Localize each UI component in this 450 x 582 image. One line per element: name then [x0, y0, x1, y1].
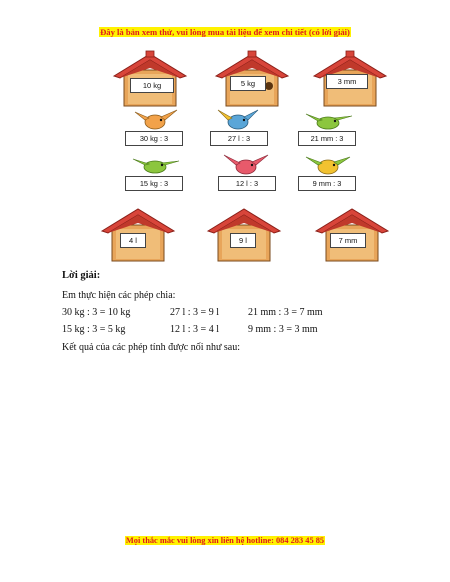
preview-notice-text: Đây là bản xem thử, vui lòng mua tài liệu để xem chi tiết (có lời giải)	[100, 27, 350, 37]
preview-notice-banner	[0, 27, 450, 37]
bird-problem-label: 9 mm : 3	[298, 176, 356, 191]
house-label: 7 mm	[330, 233, 366, 248]
equation: 9 mm : 3 = 3 mm	[248, 324, 318, 335]
bird-problem-label: 21 mm : 3	[298, 131, 356, 146]
equation-row-1	[62, 307, 402, 321]
house-bottom-2	[204, 205, 288, 265]
house-label: 5 kg	[230, 76, 266, 91]
house-label: 3 mm	[326, 74, 368, 89]
equation: 21 mm : 3 = 7 mm	[248, 307, 323, 318]
equation-row-2	[62, 324, 402, 338]
solution-heading: Lời giải:	[62, 270, 101, 281]
bird-problem-label: 12 l : 3	[218, 176, 276, 191]
house-bottom-3	[312, 205, 396, 265]
house-top-2	[212, 50, 296, 110]
solution-intro: Em thực hiện các phép chia:	[62, 290, 176, 301]
equation: 30 kg : 3 = 10 kg	[62, 307, 131, 318]
house-top-1	[110, 50, 194, 110]
house-label: 4 l	[120, 233, 146, 248]
house-label: 10 kg	[130, 78, 174, 93]
equation: 15 kg : 3 = 5 kg	[62, 324, 126, 335]
solution-result-text: Kết quả của các phép tính được nối như sau:	[62, 342, 241, 353]
bird-card-row1-2	[210, 108, 270, 148]
bird-card-row1-1	[125, 108, 185, 148]
equation: 12 l : 3 = 4 l	[170, 324, 219, 335]
bird-card-row2-1	[125, 153, 185, 193]
hotline-banner	[0, 536, 450, 545]
house-bottom-1	[98, 205, 182, 265]
house-label: 9 l	[230, 233, 256, 248]
bird-card-row2-3	[298, 153, 358, 193]
bird-card-row2-2	[218, 153, 278, 193]
bird-problem-label: 27 l : 3	[210, 131, 268, 146]
bird-problem-label: 30 kg : 3	[125, 131, 183, 146]
house-top-3	[310, 50, 394, 110]
hotline-text: Mọi thắc mắc vui lòng xin liên hệ hotline: 084 283 45 85	[125, 536, 325, 545]
bird-card-row1-3	[298, 108, 358, 148]
bird-problem-label: 15 kg : 3	[125, 176, 183, 191]
equation: 27 l : 3 = 9 l	[170, 307, 219, 318]
